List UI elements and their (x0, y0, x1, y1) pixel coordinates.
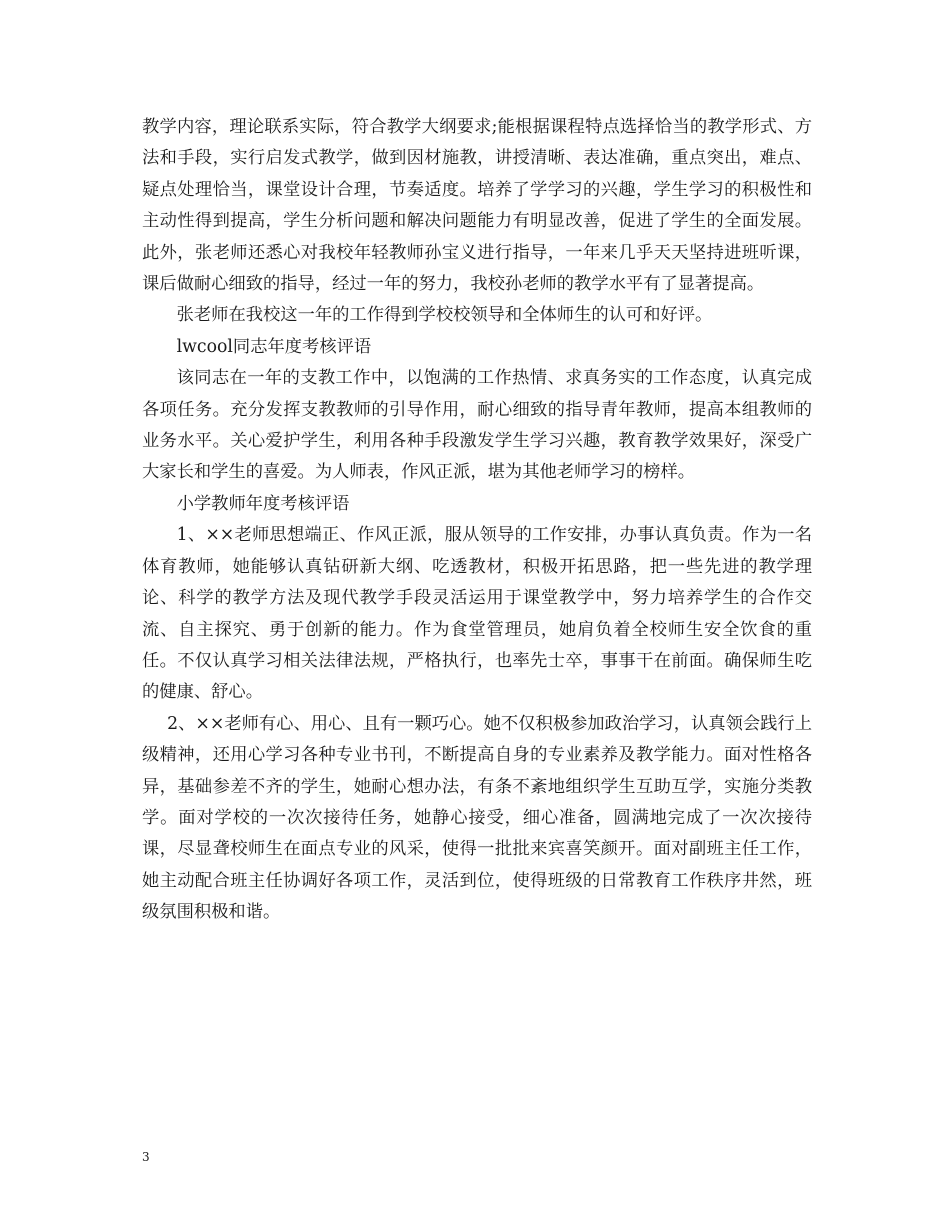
page-number: 3 (142, 1150, 150, 1164)
paragraph-lwcool-evaluation: 该同志在一年的支教工作中，以饱满的工作热情、求真务实的工作态度，认真完成各项任务。充分发挥支教教师的引导作用，耐心细致的指导青年教师，提高本组教师的业务水平。关心爱护学生，利用各种手段激发学生学习兴趣，教育教学效果好，深受广大家长和学生的喜爱。为人师表，作风正派，堪为其他老师学习的榜样。 (142, 368, 812, 483)
paragraph-summary: 张老师在我校这一年的工作得到学校校领导和全体师生的认可和好评。 (176, 305, 713, 326)
paragraph-continuation: 教学内容，理论联系实际，符合教学大纲要求;能根据课程特点选择恰当的教学形式、方法和手段，实行启发式教学，做到因材施教，讲授清晰、表达准确，重点突出，难点、疑点处理恰当，课堂设计合理，节奏适度。培养了学学习的兴趣，学生学习的积极性和主动性得到提高，学生分析问题和解决问题能力有明显改善，促进了学生的全面发展。此外，张老师还悉心对我校年轻教师孙宝义进行指导，一年来几乎天天坚持进班听课，课后做耐心细致的指导，经过一年的努力，我校孙老师的教学水平有了显著提高。 (142, 117, 812, 295)
paragraph-evaluation-2: 2、××老师有心、用心、且有一颗巧心。她不仅积极参加政治学习，认真领会践行上级精神，还用心学习各种专业书刊，不断提高自身的专业素养及教学能力。面对性格各异，基础参差不齐的学生，她耐心想办法，有条不紊地组织学生互助互学，实施分类教学。面对学校的一次次接待任务，她静心接受，细心准备，圆满地完成了一次次接待课，尽显聋校师生在面点专业的风采，使得一批批来宾喜笑颜开。面对副班主任工作，她主动配合班主任协调好各项工作，灵活到位，使得班级的日常教育工作秩序井然，班级氛围积极和谐。 (142, 713, 812, 923)
document-body (142, 112, 812, 929)
section-heading-lwcool: lwcool同志年度考核评语 (176, 336, 372, 357)
paragraph-evaluation-1: 1、××老师思想端正、作风正派，服从领导的工作安排，办事认真负责。作为一名体育教师，她能够认真钻研新大纲、吃透教材，积极开拓思路，把一些先进的教学理论、科学的教学方法及现代教学手段灵活运用于课堂教学中，努力培养学生的合作交流、自主探究、勇于创新的能力。作为食堂管理员，她肩负着全校师生安全饮食的重任。不仅认真学习相关法律法规，严格执行，也率先士卒，事事干在前面。确保师生吃的健康、舒心。 (142, 525, 812, 703)
section-heading-primary-teacher: 小学教师年度考核评语 (176, 493, 350, 514)
